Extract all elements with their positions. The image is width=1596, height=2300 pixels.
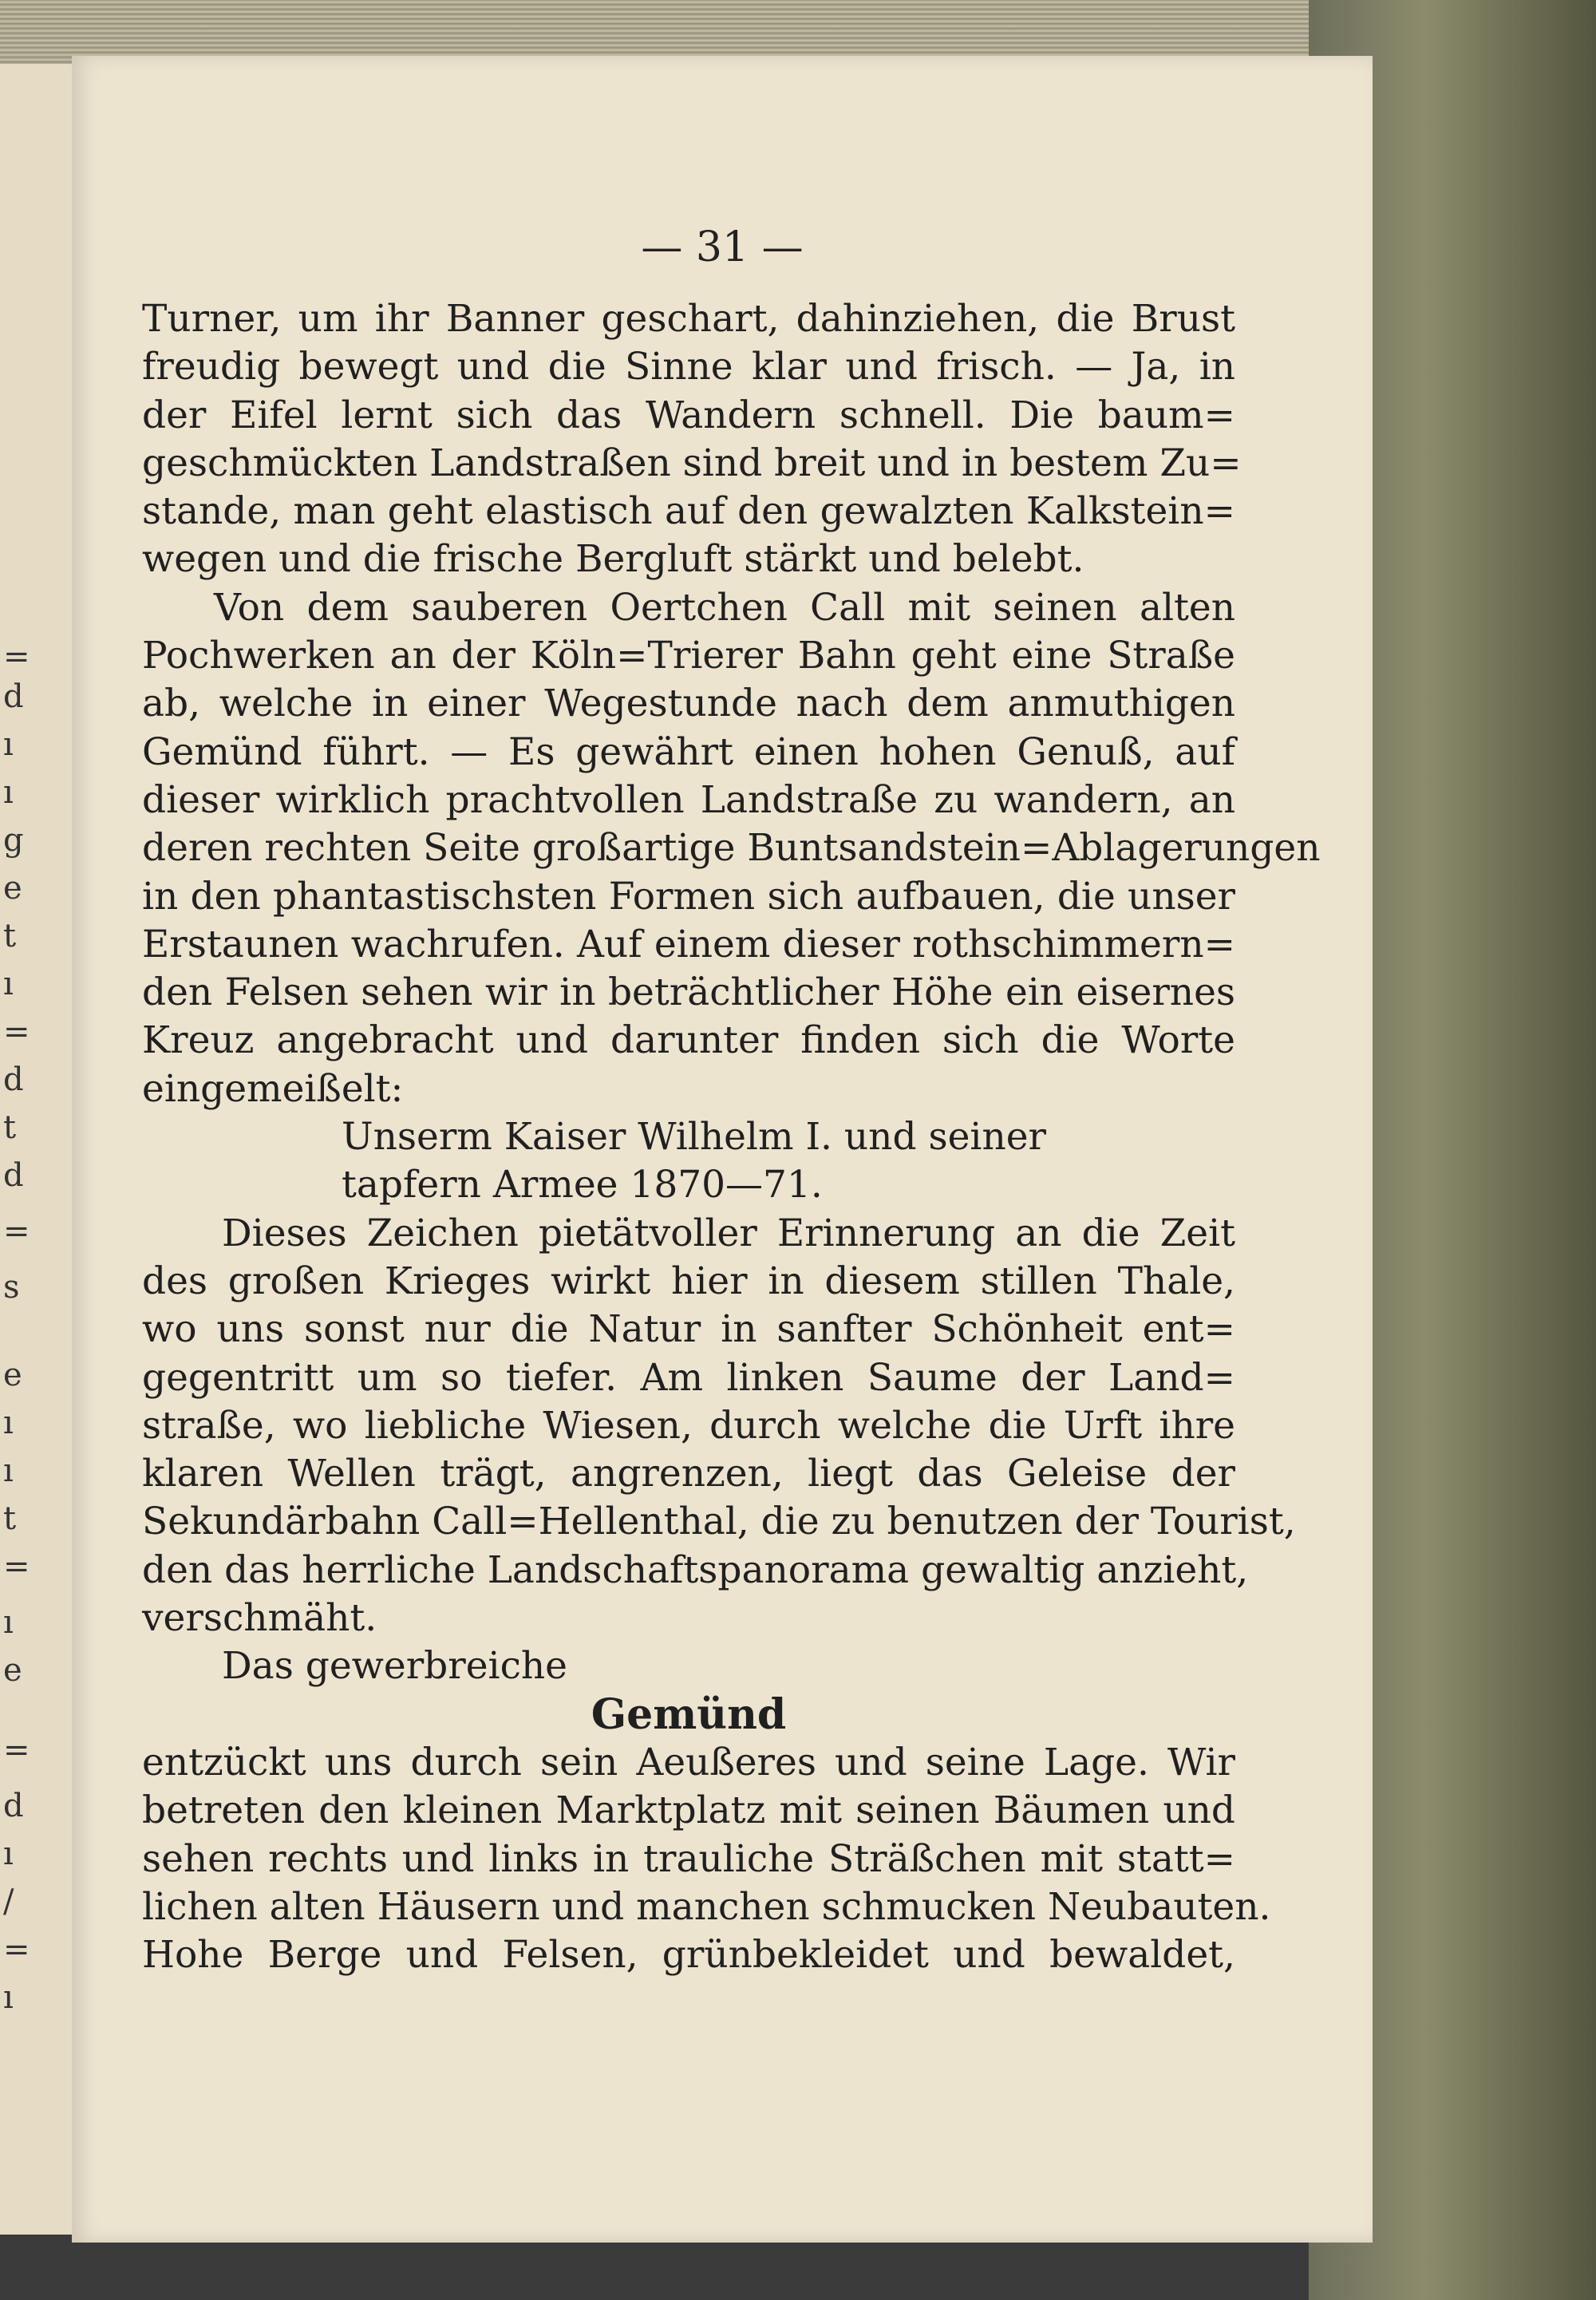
text-line: Erstaunen wachrufen. Auf einem dieser rothschimmern= (142, 922, 1235, 966)
left-page-fragment: d (3, 1157, 24, 1194)
text-line: geschmückten Landstraßen sind breit und in bestem Zu= (142, 441, 1242, 485)
text-line: Hohe Berge und Felsen, grünbekleidet und bewaldet, (142, 1933, 1235, 1978)
page-body-text (142, 295, 1321, 1979)
text-line: ab, welche in einer Wegestunde nach dem anmuthigen (142, 682, 1235, 726)
left-page-fragment: d (3, 1788, 24, 1824)
text-line: den das herrliche Landschaftspanorama gewaltig anzieht, (142, 1547, 1249, 1592)
left-page-fragment: = (3, 1213, 30, 1250)
text-line: dieser wirklich prachtvollen Landstraße zu wandern, an (142, 777, 1235, 822)
inscription-line: tapfern Armee 1870—71. (342, 1163, 823, 1207)
left-page-fragment: t (3, 1500, 17, 1537)
left-page-fragment: ı (3, 1979, 14, 2016)
text-line: der Eifel lernt sich das Wandern schnell. Die baum= (142, 393, 1235, 437)
left-page-fragment: ı (3, 726, 14, 763)
left-page-fragment: = (3, 1732, 30, 1768)
text-line: verschmäht. (142, 1596, 377, 1641)
left-page-margin (0, 64, 73, 2235)
text-line: entzückt uns durch sein Aeußeres und seine Lage. Wir (142, 1740, 1235, 1784)
text-line: klaren Wellen trägt, angrenzen, liegt das Geleise der (142, 1452, 1235, 1496)
left-page-fragment: e (3, 870, 22, 907)
left-page-fragment: t (3, 918, 17, 954)
left-page-fragment: ı (3, 1452, 14, 1489)
left-page-fragment: e (3, 1357, 22, 1393)
left-page-fragment: d (3, 1061, 24, 1098)
page-number: — 31 — (641, 223, 804, 271)
text-line: betreten den kleinen Marktplatz mit seinen Bäumen und (142, 1788, 1235, 1833)
text-line: Dieses Zeichen pietätvoller Erinnerung an die Zeit (222, 1211, 1235, 1255)
book-page (72, 56, 1373, 2243)
text-line: Pochwerken an der Köln=Trierer Bahn geht eine Straße (142, 634, 1235, 678)
left-page-fragment: = (3, 638, 30, 675)
inscription-line: Unserm Kaiser Wilhelm I. und seiner (342, 1115, 1046, 1160)
text-line: Von dem sauberen Oertchen Call mit seinen alten (214, 585, 1235, 630)
left-page-fragment: = (3, 1931, 30, 1968)
text-line: des großen Krieges wirkt hier in diesem stillen Thale, (142, 1259, 1235, 1303)
text-line: freudig bewegt und die Sinne klar und frisch. — Ja, in (142, 345, 1235, 389)
left-page-fragment: ı (3, 966, 14, 1002)
text-line: sehen rechts und links in trauliche Sträßchen mit statt= (142, 1836, 1235, 1881)
text-line: Kreuz angebracht und darunter finden sich die Worte (142, 1018, 1235, 1063)
text-line: Turner, um ihr Banner geschart, dahinziehen, die Brust (142, 297, 1235, 341)
text-line: Sekundärbahn Call=Hellenthal, die zu benutzen der Tourist, (142, 1500, 1296, 1544)
text-line: straße, wo liebliche Wiesen, durch welche die Urft ihre (142, 1403, 1235, 1448)
left-page-fragment: ı (3, 1836, 14, 1872)
text-line: wo uns sonst nur die Natur in sanfter Schönheit ent= (142, 1307, 1235, 1352)
left-page-fragment: g (3, 822, 24, 859)
text-line: den Felsen sehen wir in beträchtlicher Höhe ein eisernes (142, 970, 1235, 1015)
text-line: Gemünd führt. — Es gewährt einen hohen Genuß, auf (142, 729, 1235, 774)
section-heading: Gemünd (591, 1689, 787, 1739)
left-page-fragment: = (3, 1014, 30, 1050)
text-line: in den phantastischsten Formen sich aufbauen, die unser (142, 874, 1235, 919)
text-line: gegentritt um so tiefer. Am linken Saume der Land= (142, 1355, 1235, 1400)
text-line: wegen und die frische Bergluft stärkt und belebt. (142, 537, 1084, 582)
text-line: stande, man geht elastisch auf den gewalzten Kalkstein= (142, 489, 1235, 534)
page-edges (0, 0, 1373, 64)
text-line: Das gewerbreiche (222, 1644, 567, 1689)
text-line: deren rechten Seite großartige Buntsandstein=Ablagerungen (142, 826, 1321, 871)
left-page-fragment: ı (3, 1604, 14, 1641)
left-page-fragment: = (3, 1548, 30, 1585)
text-line: eingemeißelt: (142, 1066, 404, 1111)
left-page-fragment: d (3, 678, 24, 715)
left-page-fragment: e (3, 1652, 22, 1689)
left-page-fragment: s (3, 1269, 20, 1306)
text-line: lichen alten Häusern und manchen schmucken Neubauten. (142, 1884, 1271, 1929)
left-page-fragment: t (3, 1109, 17, 1146)
left-page-fragment: ı (3, 1405, 14, 1441)
left-page-fragment: ı (3, 774, 14, 811)
left-page-fragment: / (3, 1883, 14, 1920)
